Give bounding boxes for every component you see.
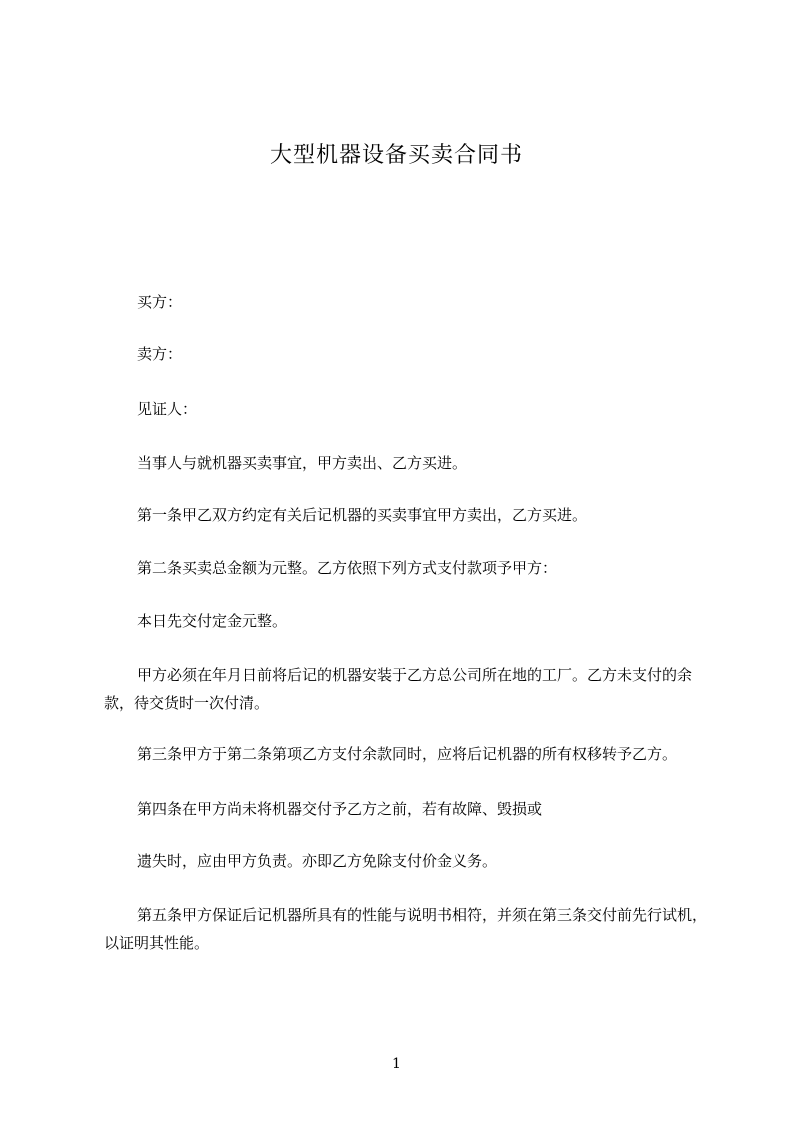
document-title: 大型机器设备买卖合同书: [269, 143, 523, 168]
page-number: 1: [392, 1056, 401, 1072]
article-5-paragraph: 第五条甲方保证后记机器所具有的性能与说明书相符，并须在第三条交付前先行试机，以证明其性能。: [104, 906, 708, 952]
witness-line: 见证人：: [137, 400, 198, 418]
article-1-paragraph: 第一条甲乙双方约定有关后记机器的买卖事宜甲方卖出，乙方买进。: [137, 506, 588, 524]
preamble-paragraph: 当事人与就机器买卖事宜，甲方卖出、乙方买进。: [137, 454, 468, 472]
seller-line: 卖方：: [137, 345, 183, 363]
article-2-paragraph: 第二条买卖总金额为元整。乙方依照下列方式支付款项予甲方：: [137, 559, 558, 577]
article-3-paragraph: 第三条甲方于第二条第项乙方支付余款同时，应将后记机器的所有权移转予乙方。: [137, 745, 678, 763]
buyer-line: 买方：: [137, 293, 183, 311]
deposit-paragraph: 本日先交付定金元整。: [137, 612, 288, 630]
article-4-continuation: 遗失时，应由甲方负责。亦即乙方免除支付价金义务。: [137, 852, 498, 870]
article-4-paragraph: 第四条在甲方尚未将机器交付予乙方之前，若有故障、毁损或: [137, 800, 543, 818]
installation-paragraph: 甲方必须在年月日前将后记的机器安装于乙方总公司所在地的工厂。乙方未支付的余款，待交货时一次付清。: [104, 666, 693, 712]
